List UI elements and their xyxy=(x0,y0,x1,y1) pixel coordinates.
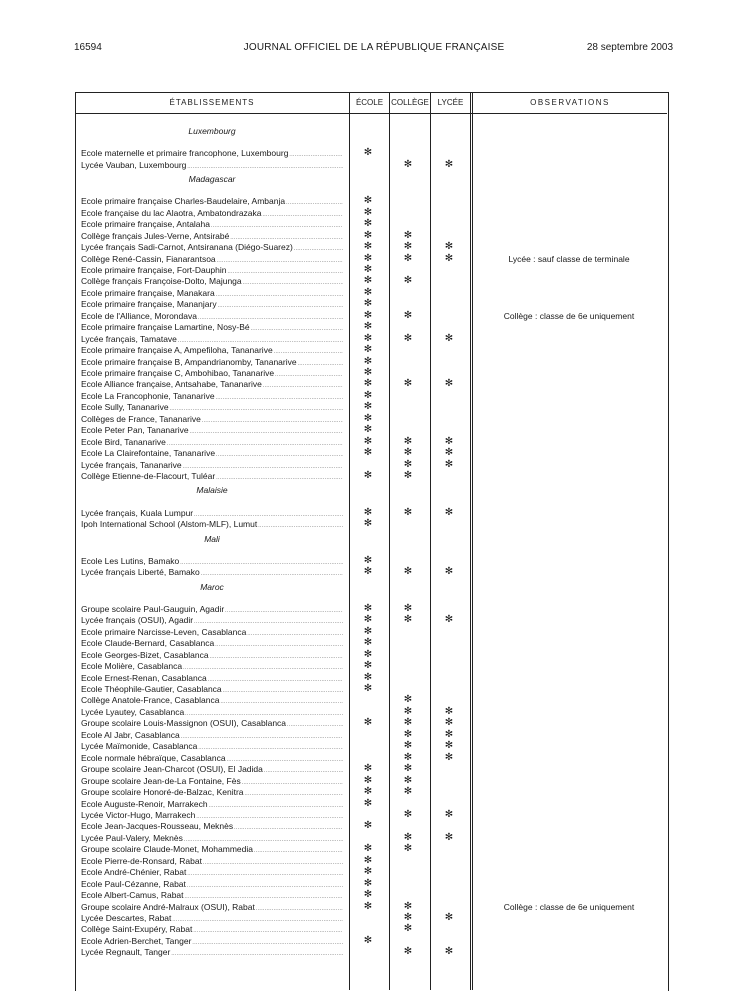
college-mark-icon: ✻ xyxy=(403,309,413,321)
establishment-name: Ecole La Francophonie, Tananarive . . . xyxy=(81,391,343,401)
ecole-mark-icon: ✻ xyxy=(363,195,373,207)
column-header-lycee: LYCÉE xyxy=(437,98,464,107)
establishment-name: Collège Saint-Exupéry, Rabat . . . xyxy=(81,924,343,934)
establishment-name: Collège Etienne-de-Flacourt, Tuléar . . . xyxy=(81,471,343,481)
ecole-mark-icon: ✻ xyxy=(363,344,373,356)
establishment-name: Lycée Lyautey, Casablanca . . . xyxy=(81,707,343,717)
ecole-mark-icon: ✻ xyxy=(363,241,373,252)
establishment-name: Lycée français (OSUI), Agadir . . . xyxy=(81,615,343,625)
section-heading-country: Maroc xyxy=(200,581,224,592)
college-mark-icon: ✻ xyxy=(403,900,413,912)
establishment-name: Ecole maternelle et primaire francophone, Luxembourg . . . xyxy=(81,148,343,158)
establishment-name: Ecole Pierre-de-Ronsard, Rabat . . . xyxy=(81,856,343,866)
establishment-name: Ecole Claude-Bernard, Casablanca . . . xyxy=(81,638,343,648)
table-row xyxy=(0,947,748,959)
establishment-name: Ecole primaire française, Manakara . . . xyxy=(81,288,343,298)
ecole-mark-icon: ✻ xyxy=(363,671,373,683)
table-row xyxy=(0,913,748,925)
lycee-mark-icon: ✻ xyxy=(444,447,454,459)
establishment-name: Ipoh International School (Alstom-MLF), Lumut . . . xyxy=(81,519,343,529)
college-mark-icon: ✻ xyxy=(403,241,413,252)
lycee-mark-icon: ✻ xyxy=(444,946,454,958)
ecole-mark-icon: ✻ xyxy=(363,786,373,797)
ecole-mark-icon: ✻ xyxy=(363,263,373,275)
establishment-name: Collèges de France, Tananarive . . . xyxy=(81,414,343,424)
establishment-name: Ecole primaire française B, Ampandrianomby, Tananarive . . . xyxy=(81,357,343,367)
establishment-name: Ecole Molière, Casablanca . . . xyxy=(81,661,343,671)
college-mark-icon: ✻ xyxy=(403,332,413,344)
establishment-name: Ecole Bird, Tananarive . . . xyxy=(81,437,343,447)
table-row xyxy=(0,902,748,914)
lycee-mark-icon: ✻ xyxy=(444,912,454,923)
college-mark-icon: ✻ xyxy=(403,566,413,578)
ecole-mark-icon: ✻ xyxy=(363,566,373,578)
establishment-name: Ecole Ernest-Renan, Casablanca . . . xyxy=(81,673,343,683)
ecole-mark-icon: ✻ xyxy=(363,900,373,912)
lycee-mark-icon: ✻ xyxy=(444,566,454,578)
establishment-name: Ecole Jean-Jacques-Rousseau, Meknès . . . xyxy=(81,821,343,831)
college-mark-icon: ✻ xyxy=(403,275,413,287)
establishment-name: Groupe scolaire Jean-de-La Fontaine, Fès . . . xyxy=(81,776,343,786)
ecole-mark-icon: ✻ xyxy=(363,683,373,694)
establishment-name: Ecole primaire française Lamartine, Nosy-Bé . . . xyxy=(81,322,343,332)
college-mark-icon: ✻ xyxy=(403,229,413,241)
ecole-mark-icon: ✻ xyxy=(363,470,373,481)
establishment-name: Collège René-Cassin, Fianarantsoa . . . xyxy=(81,254,343,264)
college-mark-icon: ✻ xyxy=(403,728,413,740)
journal-title: JOURNAL OFFICIEL DE LA RÉPUBLIQUE FRANÇAISE xyxy=(243,42,505,53)
lycee-mark-icon: ✻ xyxy=(444,614,454,626)
table-row xyxy=(0,160,748,172)
section-heading-country: Malaisie xyxy=(196,485,228,496)
ecole-mark-icon: ✻ xyxy=(363,843,373,855)
ecole-mark-icon: ✻ xyxy=(363,389,373,401)
table-row xyxy=(0,471,748,483)
establishment-name: Groupe scolaire Honoré-de-Balzac, Kenitra . . . xyxy=(81,787,343,797)
column-header-college: COLLÈGE xyxy=(391,98,429,107)
establishment-name: Lycée Descartes, Rabat . . . xyxy=(81,913,343,923)
table-row xyxy=(0,936,748,948)
college-mark-icon: ✻ xyxy=(403,378,413,390)
table-row xyxy=(0,567,748,579)
establishment-name: Groupe scolaire Paul-Gauguin, Agadir . . . xyxy=(81,604,343,614)
lycee-mark-icon: ✻ xyxy=(444,158,454,170)
ecole-mark-icon: ✻ xyxy=(363,367,373,378)
table-row xyxy=(0,799,748,811)
ecole-mark-icon: ✻ xyxy=(363,518,373,530)
establishment-name: Ecole Peter Pan, Tananarive . . . xyxy=(81,425,343,435)
college-mark-icon: ✻ xyxy=(403,740,413,752)
lycee-mark-icon: ✻ xyxy=(444,332,454,344)
ecole-mark-icon: ✻ xyxy=(363,309,373,321)
college-mark-icon: ✻ xyxy=(403,774,413,786)
lycee-mark-icon: ✻ xyxy=(444,435,454,447)
establishment-name: Lycée Victor-Hugo, Marrakech . . . xyxy=(81,810,343,820)
lycee-mark-icon: ✻ xyxy=(444,808,454,820)
college-mark-icon: ✻ xyxy=(403,506,413,518)
establishment-name: Ecole primaire Narcisse-Leven, Casablanca . . . xyxy=(81,627,343,637)
lycee-mark-icon: ✻ xyxy=(444,831,454,843)
establishment-name: Ecole primaire française, Mananjary . . . xyxy=(81,299,343,309)
lycee-mark-icon: ✻ xyxy=(444,252,454,264)
establishment-name: Collège Anatole-France, Casablanca . . . xyxy=(81,695,343,705)
ecole-mark-icon: ✻ xyxy=(363,934,373,946)
observation-note: Collège : classe de 6e uniquement xyxy=(503,310,635,321)
observation-note: Lycée : sauf classe de terminale xyxy=(508,253,630,264)
section-heading-country: Madagascar xyxy=(188,174,236,185)
establishment-name: Collège français Françoise-Dolto, Majunga . . . xyxy=(81,276,343,286)
ecole-mark-icon: ✻ xyxy=(363,412,373,424)
college-mark-icon: ✻ xyxy=(403,843,413,855)
lycee-mark-icon: ✻ xyxy=(444,458,454,470)
lycee-mark-icon: ✻ xyxy=(444,378,454,390)
header-rule xyxy=(75,113,667,114)
establishment-name: Ecole Al Jabr, Casablanca . . . xyxy=(81,730,343,740)
table-row xyxy=(0,448,748,460)
ecole-mark-icon: ✻ xyxy=(363,866,373,878)
establishment-name: Lycée Regnault, Tanger . . . xyxy=(81,947,343,957)
establishment-name: Lycée français, Tananarive . . . xyxy=(81,460,343,470)
ecole-mark-icon: ✻ xyxy=(363,854,373,866)
ecole-mark-icon: ✻ xyxy=(363,275,373,287)
ecole-mark-icon: ✻ xyxy=(363,321,373,333)
college-mark-icon: ✻ xyxy=(403,912,413,923)
ecole-mark-icon: ✻ xyxy=(363,252,373,264)
establishment-name: Lycée Maïmonide, Casablanca . . . xyxy=(81,741,343,751)
table-row xyxy=(0,519,748,531)
establishment-name: Lycée français Liberté, Bamako . . . xyxy=(81,567,343,577)
column-header-observations: OBSERVATIONS xyxy=(530,98,610,107)
ecole-mark-icon: ✻ xyxy=(363,506,373,518)
college-mark-icon: ✻ xyxy=(403,808,413,820)
college-mark-icon: ✻ xyxy=(403,614,413,626)
college-mark-icon: ✻ xyxy=(403,751,413,763)
establishment-name: Ecole Auguste-Renoir, Marrakech . . . xyxy=(81,799,343,809)
table-row xyxy=(0,730,748,742)
ecole-mark-icon: ✻ xyxy=(363,889,373,901)
table-row xyxy=(0,821,748,833)
establishment-name: Groupe scolaire André-Malraux (OSUI), Rabat . . . xyxy=(81,902,343,912)
establishment-name: Ecole Albert-Camus, Rabat . . . xyxy=(81,890,343,900)
establishment-name: Ecole André-Chénier, Rabat . . . xyxy=(81,867,343,877)
establishment-name: Ecole primaire française Charles-Baudelaire, Ambanja . . . xyxy=(81,196,343,206)
column-header-ecole: ÉCOLE xyxy=(355,98,384,107)
lycee-mark-icon: ✻ xyxy=(444,728,454,740)
ecole-mark-icon: ✻ xyxy=(363,401,373,413)
establishment-name: Ecole primaire française C, Ambohibao, Tananarive . . . xyxy=(81,368,343,378)
lycee-mark-icon: ✻ xyxy=(444,241,454,252)
ecole-mark-icon: ✻ xyxy=(363,355,373,367)
ecole-mark-icon: ✻ xyxy=(363,763,373,775)
establishment-name: Ecole Théophile-Gautier, Casablanca . . . xyxy=(81,684,343,694)
page-number: 16594 xyxy=(74,42,102,53)
lycee-mark-icon: ✻ xyxy=(444,751,454,763)
college-mark-icon: ✻ xyxy=(403,786,413,797)
ecole-mark-icon: ✻ xyxy=(363,378,373,390)
table-row xyxy=(0,741,748,753)
college-mark-icon: ✻ xyxy=(403,923,413,935)
ecole-mark-icon: ✻ xyxy=(363,820,373,832)
lycee-mark-icon: ✻ xyxy=(444,506,454,518)
establishment-name: Ecole primaire française, Antalaha . . . xyxy=(81,219,343,229)
establishment-name: Ecole Sully, Tananarive . . . xyxy=(81,402,343,412)
ecole-mark-icon: ✻ xyxy=(363,660,373,672)
ecole-mark-icon: ✻ xyxy=(363,229,373,241)
college-mark-icon: ✻ xyxy=(403,694,413,706)
college-mark-icon: ✻ xyxy=(403,717,413,729)
ecole-mark-icon: ✻ xyxy=(363,286,373,298)
establishment-name: Lycée français Sadi-Carnot, Antsiranana (Diégo-Suarez) . . . xyxy=(81,242,343,252)
establishment-name: Ecole normale hébraïque, Casablanca . . . xyxy=(81,753,343,763)
establishment-name: Collège français Jules-Verne, Antsirabé . . . xyxy=(81,231,343,241)
college-mark-icon: ✻ xyxy=(403,946,413,958)
establishment-name: Lycée Paul-Valery, Meknès . . . xyxy=(81,833,343,843)
section-heading-country: Mali xyxy=(204,533,220,544)
establishment-name: Lycée Vauban, Luxembourg . . . xyxy=(81,160,343,170)
establishment-name: Ecole La Clairefontaine, Tananarive . . . xyxy=(81,448,343,458)
establishment-name: Ecole française du lac Alaotra, Ambatondrazaka . . . xyxy=(81,208,343,218)
establishment-name: Ecole Paul-Cézanne, Rabat . . . xyxy=(81,879,343,889)
college-mark-icon: ✻ xyxy=(403,435,413,447)
ecole-mark-icon: ✻ xyxy=(363,298,373,310)
ecole-mark-icon: ✻ xyxy=(363,447,373,459)
ecole-mark-icon: ✻ xyxy=(363,797,373,809)
ecole-mark-icon: ✻ xyxy=(363,877,373,889)
ecole-mark-icon: ✻ xyxy=(363,147,373,159)
ecole-mark-icon: ✻ xyxy=(363,218,373,230)
establishment-name: Groupe scolaire Jean-Charcot (OSUI), El Jadida . . . xyxy=(81,764,343,774)
college-mark-icon: ✻ xyxy=(403,252,413,264)
establishment-name: Ecole primaire française A, Ampefiloha, Tananarive . . . xyxy=(81,345,343,355)
ecole-mark-icon: ✻ xyxy=(363,332,373,344)
establishment-name: Ecole primaire française, Fort-Dauphin . . . xyxy=(81,265,343,275)
table-row xyxy=(0,695,748,707)
ecole-mark-icon: ✻ xyxy=(363,648,373,660)
column-header-etablissements: ÉTABLISSEMENTS xyxy=(169,98,255,107)
establishment-name: Ecole Les Lutins, Bamako . . . xyxy=(81,556,343,566)
lycee-mark-icon: ✻ xyxy=(444,740,454,752)
ecole-mark-icon: ✻ xyxy=(363,206,373,218)
college-mark-icon: ✻ xyxy=(403,158,413,170)
college-mark-icon: ✻ xyxy=(403,602,413,614)
section-heading-country: Luxembourg xyxy=(188,126,236,136)
establishment-name: Ecole Adrien-Berchet, Tanger . . . xyxy=(81,936,343,946)
ecole-mark-icon: ✻ xyxy=(363,637,373,649)
establishment-name: Lycée français, Kuala Lumpur . . . xyxy=(81,508,343,518)
establishment-name: Ecole Georges-Bizet, Casablanca . . . xyxy=(81,650,343,660)
establishment-name: Ecole Alliance française, Antsahabe, Tananarive . . . xyxy=(81,379,343,389)
ecole-mark-icon: ✻ xyxy=(363,614,373,626)
lycee-mark-icon: ✻ xyxy=(444,705,454,717)
college-mark-icon: ✻ xyxy=(403,831,413,843)
establishment-name: Groupe scolaire Louis-Massignon (OSUI), Casablanca . . . xyxy=(81,718,343,728)
establishment-name: Groupe scolaire Claude-Monet, Mohammedia . . . xyxy=(81,844,343,854)
establishment-name: Ecole de l'Alliance, Morondava . . . xyxy=(81,311,343,321)
college-mark-icon: ✻ xyxy=(403,447,413,459)
ecole-mark-icon: ✻ xyxy=(363,602,373,614)
lycee-mark-icon: ✻ xyxy=(444,717,454,729)
table-row xyxy=(0,684,748,696)
establishment-name: Lycée français, Tamatave . . . xyxy=(81,334,343,344)
observation-note: Collège : classe de 6e uniquement xyxy=(503,901,635,912)
ecole-mark-icon: ✻ xyxy=(363,435,373,447)
ecole-mark-icon: ✻ xyxy=(363,774,373,786)
ecole-mark-icon: ✻ xyxy=(363,424,373,436)
ecole-mark-icon: ✻ xyxy=(363,717,373,729)
college-mark-icon: ✻ xyxy=(403,470,413,481)
publication-date: 28 septembre 2003 xyxy=(586,42,673,53)
college-mark-icon: ✻ xyxy=(403,763,413,775)
ecole-mark-icon: ✻ xyxy=(363,625,373,637)
college-mark-icon: ✻ xyxy=(403,458,413,470)
table-row xyxy=(0,148,748,160)
college-mark-icon: ✻ xyxy=(403,705,413,717)
ecole-mark-icon: ✻ xyxy=(363,554,373,566)
table-row xyxy=(0,718,748,730)
